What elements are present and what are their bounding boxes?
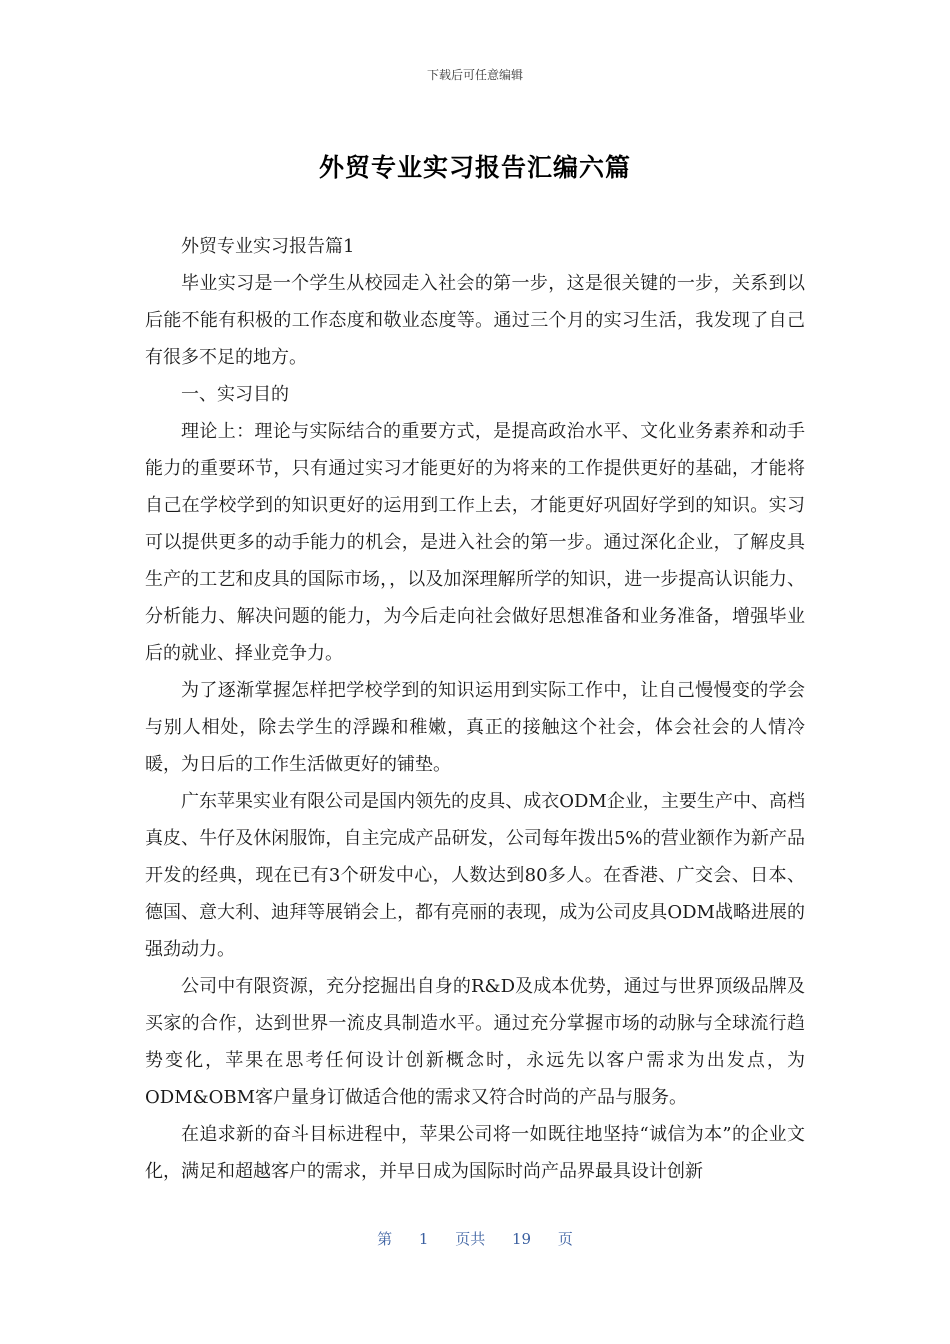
- footer-current-page: 1: [418, 1230, 429, 1248]
- paragraph: 毕业实习是一个学生从校园走入社会的第一步，这是很关键的一步，关系到以后能不能有积极的工作态度和敬业态度等。通过三个月的实习生活，我发现了自己有很多不足的地方。: [145, 273, 805, 368]
- document-body: [145, 228, 805, 1190]
- paragraph: 广东苹果实业有限公司是国内领先的皮具、成衣ODM企业，主要生产中、高档真皮、牛仔及休闲服饰，自主完成产品研发，公司每年拨出5%的营业额作为新产品开发的经典，现在已有3个研发中心，人数达到80多人。在香港、广交会、日本、德国、意大利、迪拜等展销会上，都有亮丽的表现，成为公司皮具ODM战略进展的强劲动力。: [145, 791, 805, 960]
- section-heading: 一、实习目的: [181, 384, 289, 405]
- paragraph: 理论上：理论与实际结合的重要方式，是提高政治水平、文化业务素养和动手能力的重要环节，只有通过实习才能更好的为将来的工作提供更好的基础，才能将自己在学校学到的知识更好的运用到工作上去，才能更好巩固好学到的知识。实习可以提供更多的动手能力的机会，是进入社会的第一步。通过深化企业，了解皮具生产的工艺和皮具的国际市场，，以及加深理解所学的知识，进一步提高认识能力、分析能力、解决问题的能力，为今后走向社会做好思想准备和业务准备，增强毕业后的就业、择业竞争力。: [145, 421, 805, 664]
- page-footer: [0, 1228, 950, 1249]
- footer-total-pages: 19: [512, 1230, 532, 1248]
- paragraph: 为了逐渐掌握怎样把学校学到的知识运用到实际工作中，让自己慢慢变的学会与别人相处，除去学生的浮躁和稚嫩，真正的接触这个社会，体会社会的人情冷暖，为日后的工作生活做更好的铺垫。: [145, 680, 805, 775]
- footer-label-page: 第: [377, 1230, 393, 1248]
- paragraph: 在追求新的奋斗目标进程中，苹果公司将一如既往地坚持“诚信为本”的企业文化，满足和超越客户的需求，并早日成为国际时尚产品界最具设计创新: [145, 1124, 805, 1182]
- footer-label-of: 页共: [455, 1230, 486, 1248]
- footer-label-end: 页: [557, 1230, 573, 1248]
- document-title: 外贸专业实习报告汇编六篇: [318, 153, 631, 182]
- section-heading: 外贸专业实习报告篇1: [181, 236, 355, 257]
- paragraph: 公司中有限资源，充分挖掘出自身的R&D及成本优势，通过与世界顶级品牌及买家的合作，达到世界一流皮具制造水平。通过充分掌握市场的动脉与全球流行趋势变化，苹果在思考任何设计创新概念时，永远先以客户需求为出发点，为ODM&OBM客户量身订做适合他的需求又符合时尚的产品与服务。: [145, 976, 805, 1108]
- page-header-note: 下载后可任意编辑: [426, 68, 523, 82]
